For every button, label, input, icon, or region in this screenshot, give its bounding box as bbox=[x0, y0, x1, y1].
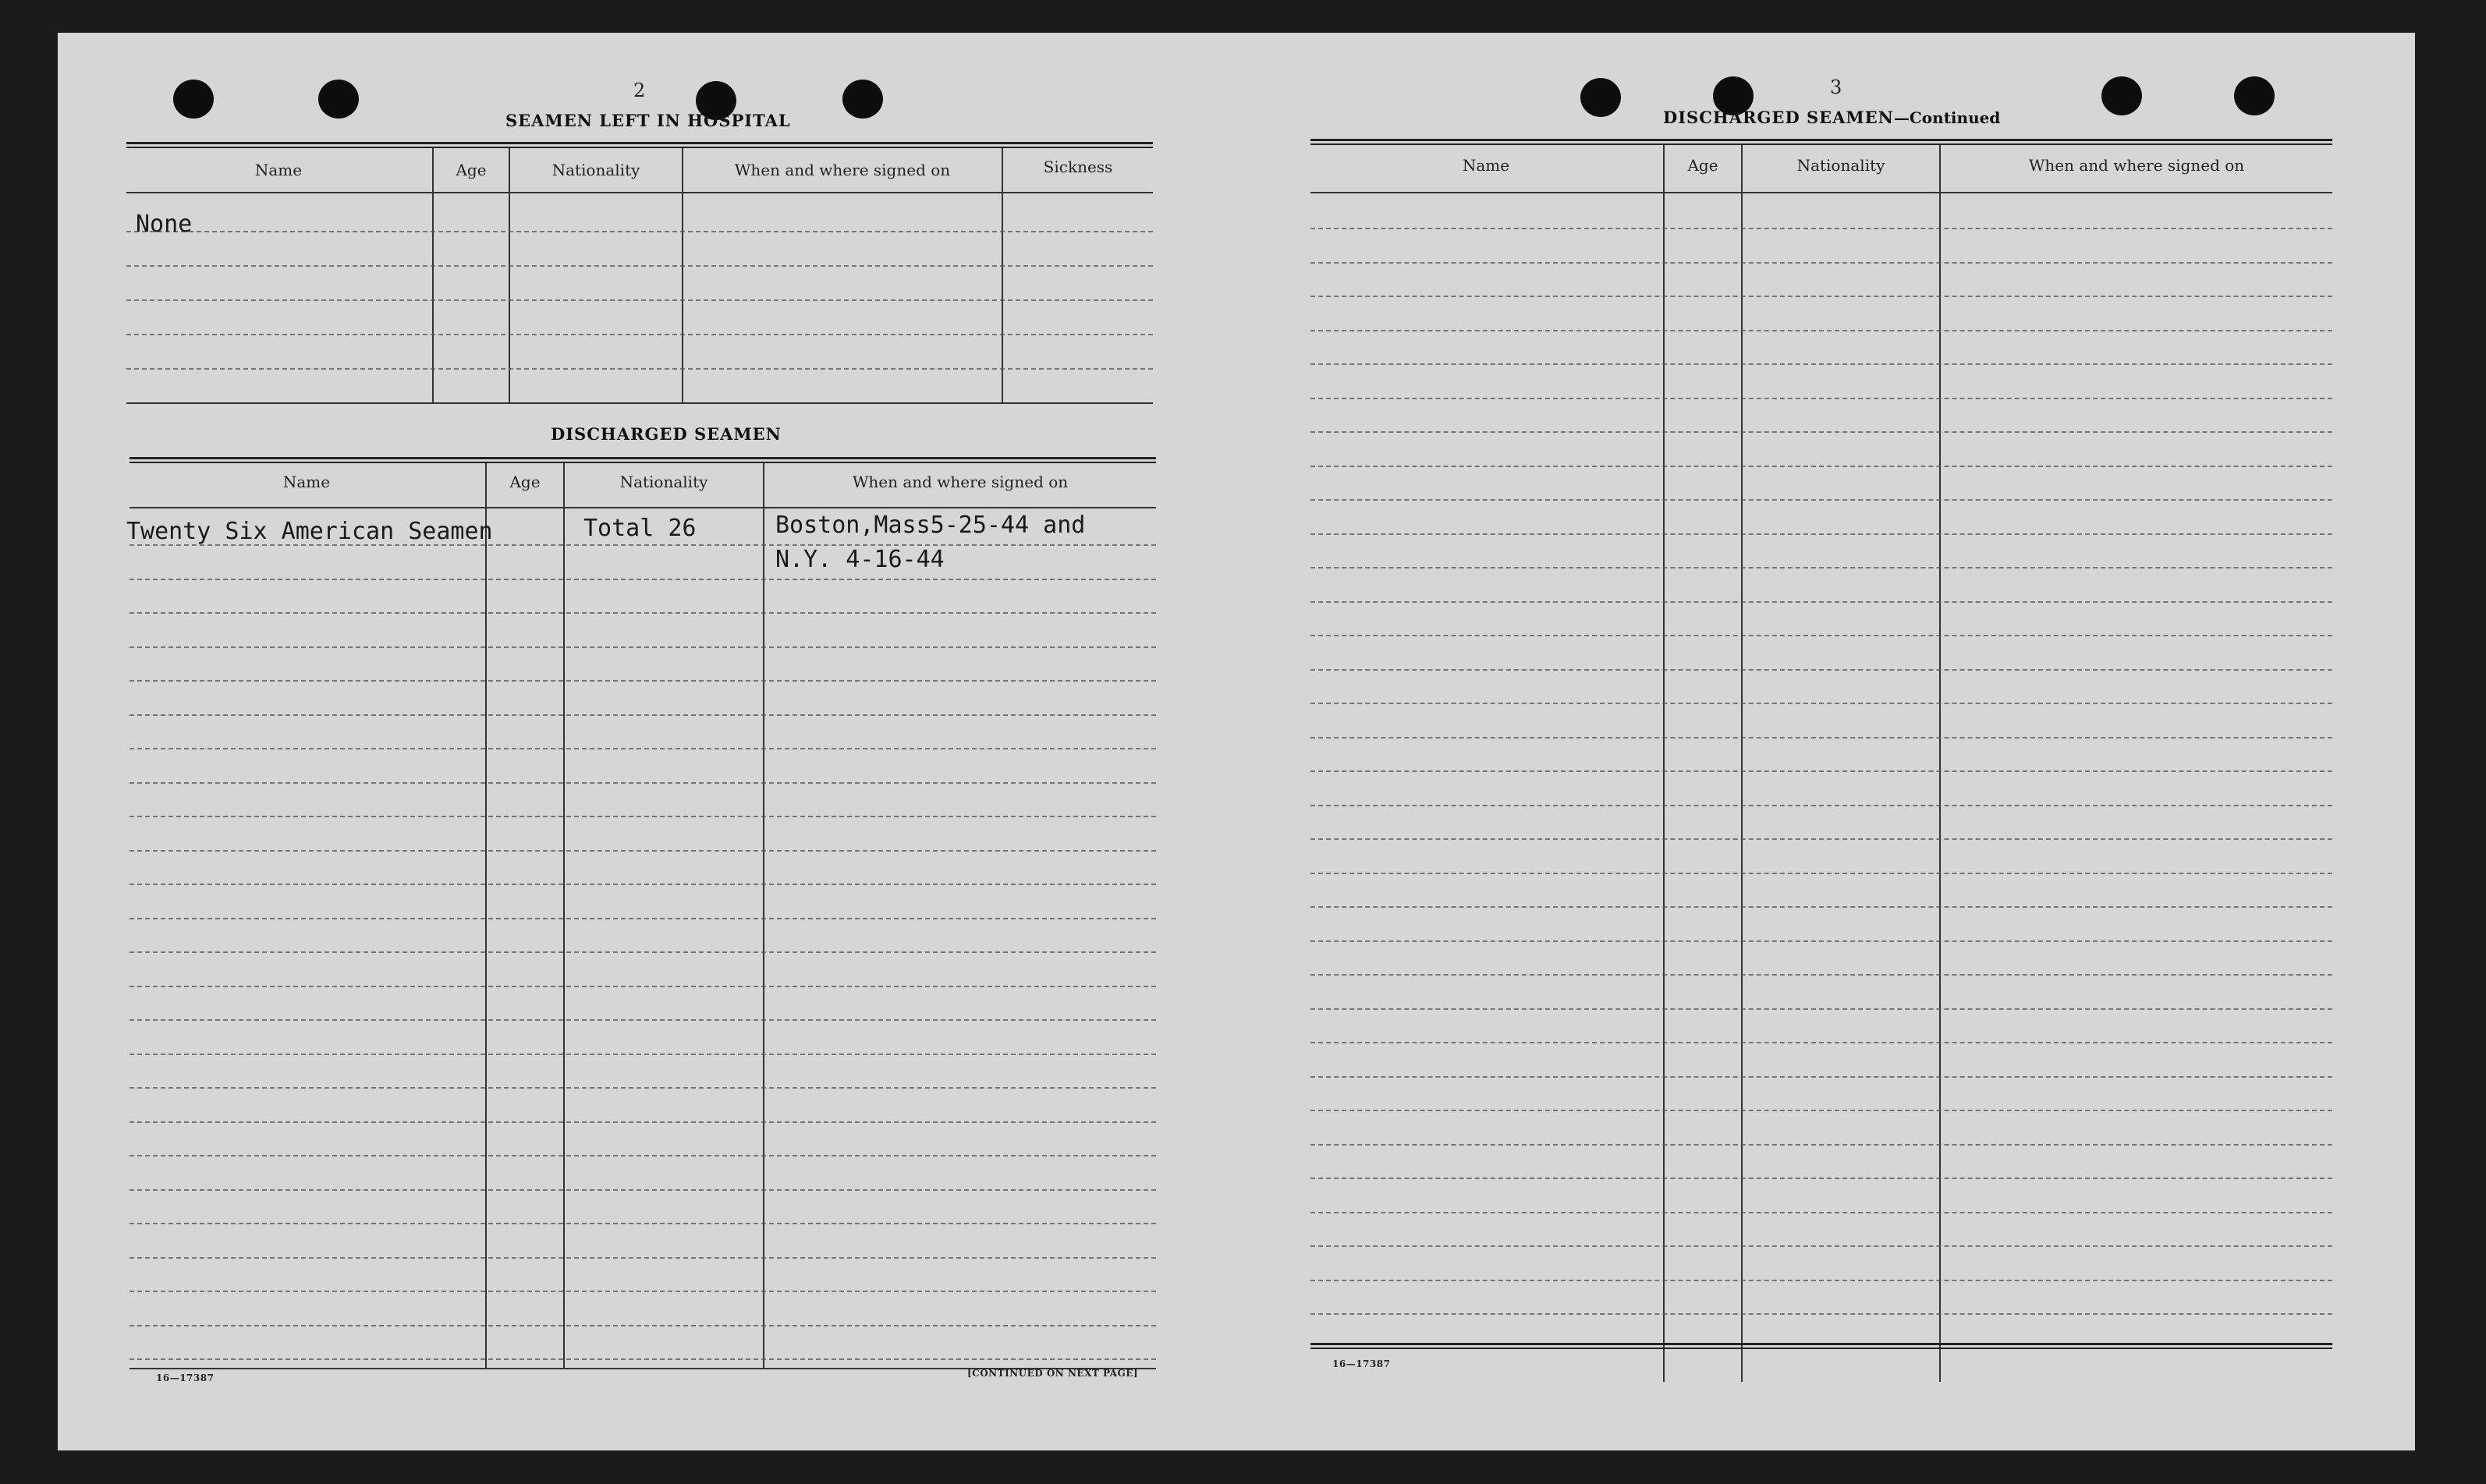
row-line bbox=[126, 265, 1153, 267]
row-line bbox=[1310, 1076, 2332, 1078]
col-name-header: Name bbox=[1462, 156, 1510, 175]
column-divider bbox=[432, 148, 434, 402]
row-line bbox=[129, 884, 1156, 885]
row-line bbox=[1310, 669, 2332, 671]
col-nationality-header: Nationality bbox=[619, 473, 708, 491]
row-line bbox=[1310, 398, 2332, 399]
header-bottom-rule bbox=[126, 192, 1153, 193]
row-line bbox=[129, 1155, 1156, 1156]
row-line bbox=[129, 951, 1156, 953]
row-line bbox=[1310, 601, 2332, 603]
row-line bbox=[1310, 838, 2332, 840]
ledger-sheet bbox=[58, 33, 2415, 1450]
column-divider bbox=[1002, 148, 1003, 402]
row-line bbox=[1310, 906, 2332, 908]
row-line bbox=[1310, 499, 2332, 501]
entry-signed-line-2: N.Y. 4-16-44 bbox=[775, 546, 945, 573]
table-bottom-rule bbox=[126, 402, 1153, 404]
row-line bbox=[129, 850, 1156, 852]
row-line bbox=[1310, 296, 2332, 297]
row-line bbox=[1310, 873, 2332, 874]
row-line bbox=[1310, 567, 2332, 568]
row-line bbox=[126, 368, 1153, 370]
row-line bbox=[126, 299, 1153, 301]
punch-hole bbox=[2234, 76, 2275, 115]
col-age-header: Age bbox=[1687, 156, 1718, 175]
row-line bbox=[1310, 635, 2332, 636]
punch-hole bbox=[173, 80, 214, 119]
row-line bbox=[129, 748, 1156, 749]
row-line bbox=[1310, 466, 2332, 467]
right-section-title-main: DISCHARGED SEAMEN bbox=[1663, 108, 1894, 127]
punch-hole bbox=[2101, 76, 2142, 115]
punch-hole bbox=[318, 80, 359, 119]
row-line bbox=[129, 1189, 1156, 1191]
punch-hole bbox=[1580, 78, 1621, 117]
column-divider bbox=[485, 463, 487, 1368]
col-name-header: Name bbox=[282, 473, 331, 491]
row-line bbox=[129, 1358, 1156, 1360]
row-line bbox=[129, 579, 1156, 580]
row-line bbox=[1310, 1313, 2332, 1315]
row-line bbox=[129, 612, 1156, 614]
column-divider bbox=[763, 463, 764, 1368]
row-line bbox=[126, 231, 1153, 232]
row-line bbox=[1310, 1178, 2332, 1179]
row-line bbox=[129, 1087, 1156, 1089]
entry-signed-line-1: Boston,Mass5-25-44 and bbox=[775, 512, 1086, 539]
hospital-entry-name: None bbox=[136, 211, 193, 238]
col-age-header: Age bbox=[509, 473, 541, 491]
row-line bbox=[1310, 1008, 2332, 1010]
row-line bbox=[1310, 262, 2332, 264]
row-line bbox=[129, 986, 1156, 987]
column-divider bbox=[509, 148, 510, 402]
row-line bbox=[1310, 1212, 2332, 1213]
row-line bbox=[129, 918, 1156, 919]
row-line bbox=[1310, 1280, 2332, 1281]
col-name-header: Name bbox=[254, 161, 303, 179]
col-signed-header: When and where signed on bbox=[734, 161, 951, 179]
row-line bbox=[129, 782, 1156, 784]
row-line bbox=[1310, 974, 2332, 976]
table-top-rule bbox=[1310, 139, 2332, 145]
row-line bbox=[129, 646, 1156, 648]
row-line bbox=[129, 714, 1156, 716]
header-bottom-rule bbox=[1310, 192, 2332, 193]
form-number: 16—17387 bbox=[156, 1372, 215, 1383]
row-line bbox=[1310, 1110, 2332, 1111]
page-number: 3 bbox=[1830, 76, 1842, 98]
col-age-header: Age bbox=[456, 161, 487, 179]
column-divider bbox=[563, 463, 565, 1368]
continued-note: [CONTINUED ON NEXT PAGE] bbox=[967, 1368, 1139, 1379]
col-signed-header: When and where signed on bbox=[852, 473, 1069, 491]
row-line bbox=[129, 816, 1156, 817]
row-line bbox=[1310, 770, 2332, 772]
hospital-section-title: SEAMEN LEFT IN HOSPITAL bbox=[505, 111, 791, 130]
row-line bbox=[1310, 533, 2332, 535]
row-line bbox=[1310, 363, 2332, 365]
discharged-section-title: DISCHARGED SEAMEN bbox=[551, 424, 782, 444]
row-line bbox=[129, 1291, 1156, 1292]
row-line bbox=[129, 1019, 1156, 1021]
entry-nationality: Total 26 bbox=[583, 515, 697, 542]
column-divider bbox=[682, 148, 683, 402]
row-line bbox=[1310, 1144, 2332, 1146]
row-line bbox=[1310, 330, 2332, 331]
row-line bbox=[129, 1223, 1156, 1224]
row-line bbox=[1310, 431, 2332, 433]
form-number: 16—17387 bbox=[1332, 1358, 1391, 1369]
row-line bbox=[129, 1054, 1156, 1055]
col-nationality-header: Nationality bbox=[1796, 156, 1885, 175]
punch-hole bbox=[842, 80, 883, 119]
table-top-rule bbox=[129, 457, 1156, 463]
header-bottom-rule bbox=[129, 507, 1156, 508]
row-line bbox=[129, 1325, 1156, 1326]
table-top-rule bbox=[126, 142, 1153, 148]
row-line bbox=[129, 1121, 1156, 1123]
right-section-title bbox=[1663, 108, 2000, 127]
row-line bbox=[1310, 1245, 2332, 1247]
row-line bbox=[126, 334, 1153, 335]
row-line bbox=[129, 1257, 1156, 1259]
row-line bbox=[1310, 805, 2332, 806]
table-bottom-rule bbox=[1310, 1343, 2332, 1349]
col-nationality-header: Nationality bbox=[551, 161, 640, 179]
col-sickness-header: Sickness bbox=[1043, 158, 1113, 176]
row-line bbox=[1310, 703, 2332, 704]
row-line bbox=[1310, 228, 2332, 229]
entry-name: Twenty Six American Seamen bbox=[126, 518, 493, 545]
col-signed-header: When and where signed on bbox=[2028, 156, 2245, 175]
row-line bbox=[129, 680, 1156, 682]
right-section-title-continued: —Continued bbox=[1893, 108, 2001, 127]
row-line bbox=[1310, 1042, 2332, 1043]
row-line bbox=[1310, 940, 2332, 942]
row-line bbox=[1310, 737, 2332, 738]
page-number: 2 bbox=[633, 80, 646, 101]
